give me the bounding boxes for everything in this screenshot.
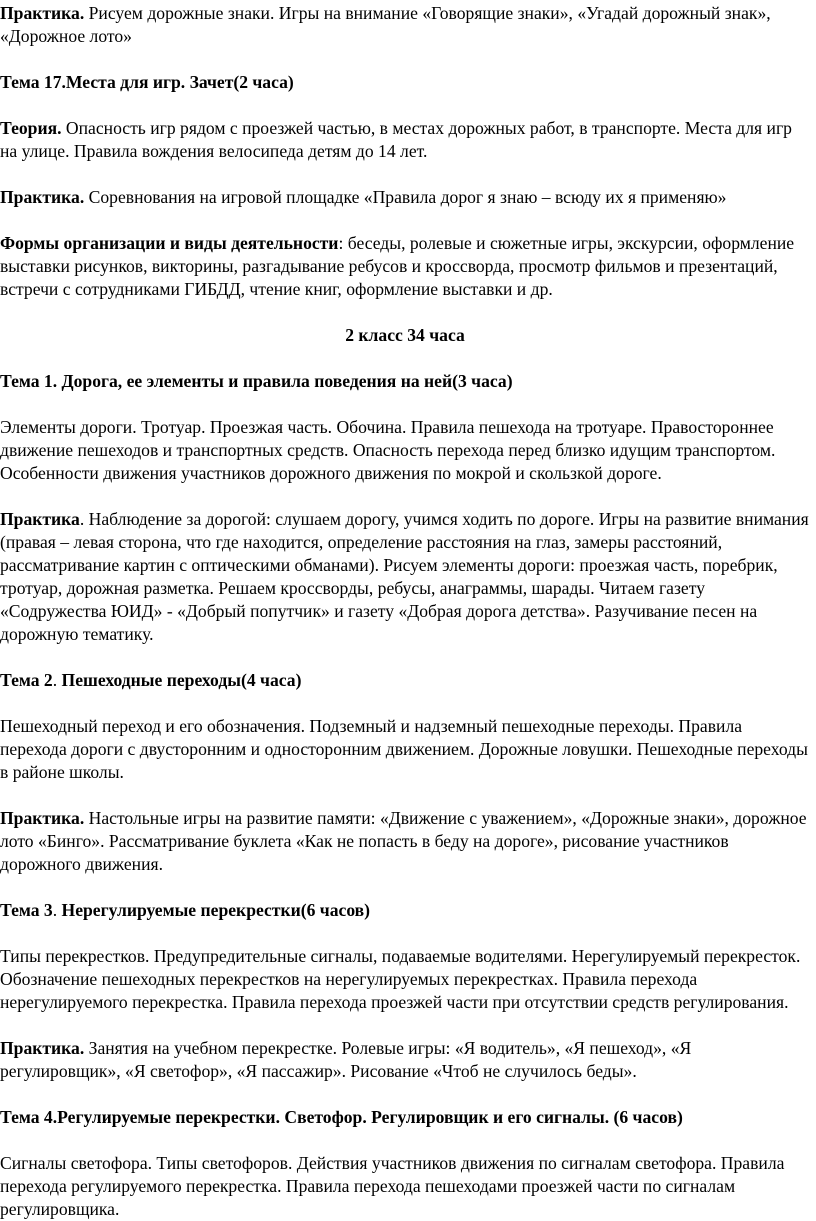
label-theory: Теория. <box>0 118 62 138</box>
heading-title: Пешеходные переходы(4 часа) <box>61 670 302 690</box>
paragraph-text: . Наблюдение за дорогой: слушаем дорогу, учимся ходить по дороге. Игры на развитие внимания (правая – левая сторона, что где находится, определение расстояния на глаз, замеры расстояний, рассматривание картин с оптическими обманами). Рисуем элементы дороги: проезжая часть, поребрик, тротуар, дорожная разметка. Решаем кроссворды, ребусы, анаграммы, шарады. Читаем газету «Содружества ЮИД» - «Добрый попутчик» и газету «Добрая дорога детства». Разучивание песен на дорожную тематику. <box>0 509 809 644</box>
label-practice: Практика. <box>0 3 85 23</box>
paragraph-road-elements <box>0 416 810 485</box>
label-forms: Формы организации и виды деятельности <box>0 233 339 253</box>
label-practice: Практика. <box>0 1038 85 1058</box>
heading-topic-2 <box>0 669 810 692</box>
heading-text: Тема 3 <box>0 900 53 920</box>
label-practice: Практика. <box>0 187 85 207</box>
heading-text: Тема 4.Регулируемые перекрестки. Светофор. Регулировщик и его сигналы. (6 часов) <box>0 1107 683 1127</box>
heading-text: Тема 2 <box>0 670 53 690</box>
paragraph-text: : беседы, ролевые и сюжетные игры, экскурсии, оформление выставки рисунков, викторины, разгадывание ребусов и кроссворда, просмотр фильмов и презентаций, встречи с сотрудниками ГИБДД, чтение книг, оформление выставки и др. <box>0 233 795 299</box>
heading-topic-4 <box>0 1106 810 1129</box>
paragraph-text: Пешеходный переход и его обозначения. Подземный и надземный пешеходные переходы. Правила перехода дороги с двусторонним и односторонним движением. Дорожные ловушки. Пешеходные переходы в районе школы. <box>0 716 808 782</box>
heading-grade-2 <box>0 324 810 347</box>
paragraph-text: Рисуем дорожные знаки. Игры на внимание «Говорящие знаки», «Угадай дорожный знак», «Дорожное лото» <box>0 3 771 46</box>
label-practice: Практика. <box>0 808 85 828</box>
paragraph-text: Сигналы светофора. Типы светофоров. Действия участников движения по сигналам светофора. Правила перехода регулируемого перекрестка. Правила перехода пешеходами проезжей части по сигналам регулировщика. <box>0 1153 785 1219</box>
paragraph-practice-1 <box>0 508 810 646</box>
heading-text: Тема 1. Дорога, ее элементы и правила поведения на ней(3 часа) <box>0 371 513 391</box>
heading-topic-3 <box>0 899 810 922</box>
paragraph-practice-3 <box>0 1037 810 1083</box>
paragraph-text: Опасность игр рядом с проезжей частью, в местах дорожных работ, в транспорте. Места для игр на улице. Правила вождения велосипеда детям до 14 лет. <box>0 118 792 161</box>
heading-separator: . <box>52 670 62 690</box>
paragraph-practice-signs <box>0 2 810 48</box>
paragraph-practice-17 <box>0 186 810 209</box>
paragraph-practice-2 <box>0 807 810 876</box>
heading-topic-1 <box>0 370 810 393</box>
paragraph-forms-of-activity <box>0 232 810 301</box>
paragraph-text: Соревнования на игровой площадке «Правила дорог я знаю – всюду их я применяю» <box>84 187 727 207</box>
paragraph-text: Настольные игры на развитие памяти: «Движение с уважением», «Дорожные знаки», дорожное лото «Бинго». Рассматривание буклета «Как не попасть в беду на дороге», рисование участников дорожного движения. <box>0 808 807 874</box>
heading-text: Тема 17.Места для игр. Зачет(2 часа) <box>0 72 294 92</box>
paragraph-crossings <box>0 715 810 784</box>
heading-text: 2 класс 34 часа <box>345 325 465 345</box>
paragraph-theory-17 <box>0 117 810 163</box>
paragraph-text: Элементы дороги. Тротуар. Проезжая часть. Обочина. Правила пешехода на тротуаре. Правостороннее движение пешеходов и транспортных средств. Опасность перехода перед близко идущим транспортом. Особенности движения участников дорожного движения по мокрой и скользкой дороге. <box>0 417 776 483</box>
label-practice: Практика <box>0 509 80 529</box>
paragraph-traffic-lights <box>0 1152 810 1221</box>
heading-topic-17 <box>0 71 810 94</box>
paragraph-text: Занятия на учебном перекрестке. Ролевые игры: «Я водитель», «Я пешеход», «Я регулировщик», «Я светофор», «Я пассажир». Рисование «Чтоб не случилось беды». <box>0 1038 692 1081</box>
heading-title: Нерегулируемые перекрестки(6 часов) <box>61 900 371 920</box>
heading-separator: . <box>52 900 62 920</box>
paragraph-text: Типы перекрестков. Предупредительные сигналы, подаваемые водителями. Нерегулируемый перекресток. Обозначение пешеходных перекрестков на нерегулируемых перекрестках. Правила перехода нерегулируемого перекрестка. Правила перехода проезжей части при отсутствии средств регулирования. <box>0 946 801 1012</box>
paragraph-intersections <box>0 945 810 1014</box>
